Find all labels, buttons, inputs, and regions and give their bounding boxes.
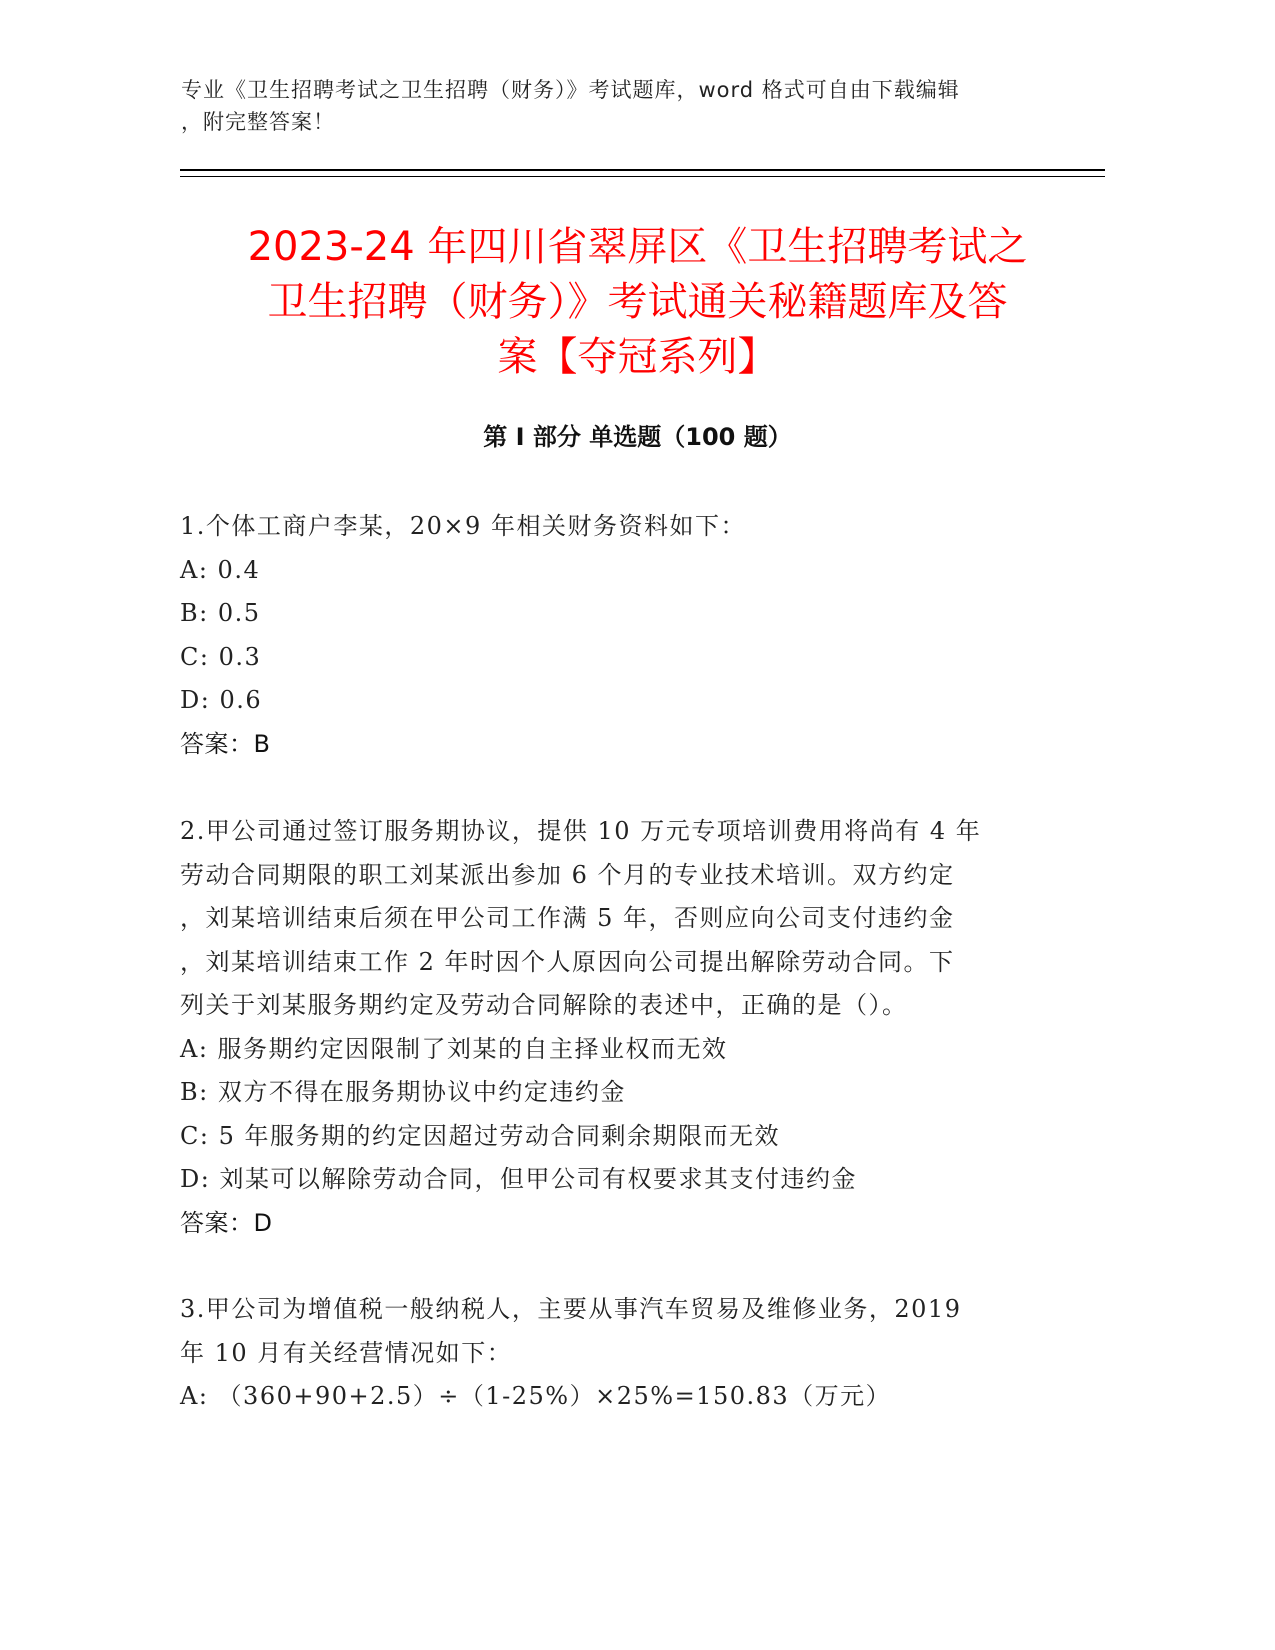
question-1: [180, 505, 1060, 766]
question-3: [180, 1288, 1060, 1419]
header-note: [181, 74, 1041, 138]
question-2: [180, 810, 1060, 1245]
document-title-line-3: 案【夺冠系列】: [497, 334, 778, 380]
document-title-line-2: 卫生招聘（财务）》考试通关秘籍题库及答: [267, 279, 1008, 325]
question-stem-line: 列关于刘某服务期约定及劳动合同解除的表述中，正确的是（）。: [180, 991, 908, 1019]
option-b: B: 0.5: [180, 599, 261, 627]
option-a: A: 服务期约定因限制了刘某的自主择业权而无效: [180, 1034, 728, 1063]
header-divider-thin: [180, 176, 1105, 177]
question-stem-line: 年 10 月有关经营情况如下：: [180, 1338, 513, 1367]
document-title: [150, 220, 1125, 385]
option-d: D: 0.6: [180, 686, 263, 714]
document-title-line-1: 2023-24 年四川省翠屏区《卫生招聘考试之: [247, 224, 1028, 270]
option-c: C: 5 年服务期的约定因超过劳动合同剩余期限而无效: [180, 1121, 780, 1150]
header-note-line-2: ，附完整答案！: [181, 110, 335, 134]
question-stem-line: 2.甲公司通过签订服务期协议，提供 10 万元专项培训费用将尚有 4 年: [180, 817, 982, 845]
question-stem-line: ，刘某培训结束工作 2 年时因个人原因向公司提出解除劳动合同。下: [180, 947, 955, 976]
option-a: A: （360+90+2.5）÷（1-25%）×25%=150.83（万元）: [180, 1382, 892, 1410]
answer: 答案：B: [180, 729, 271, 758]
option-d: D: 刘某可以解除劳动合同，但甲公司有权要求其支付违约金: [180, 1165, 857, 1193]
question-stem-line: 1.个体工商户李某，20×9 年相关财务资料如下：: [180, 512, 746, 540]
option-b: B: 双方不得在服务期协议中约定违约金: [180, 1078, 626, 1106]
section-title: 第 I 部分 单选题（100 题）: [483, 423, 792, 451]
header-note-line-1: 专业《卫生招聘考试之卫生招聘（财务）》考试题库，word 格式可自由下载编辑: [181, 78, 960, 102]
option-c: C: 0.3: [180, 642, 262, 671]
question-stem-line: ，刘某培训结束后须在甲公司工作满 5 年，否则应向公司支付违约金: [180, 904, 955, 932]
question-stem-line: 劳动合同期限的职工刘某派出参加 6 个月的专业技术培训。双方约定: [180, 860, 955, 889]
question-stem-line: 3.甲公司为增值税一般纳税人，主要从事汽车贸易及维修业务，2019: [180, 1295, 962, 1323]
answer: 答案：D: [180, 1208, 273, 1237]
header-divider-thick: [180, 169, 1105, 171]
option-a: A: 0.4: [180, 555, 261, 584]
